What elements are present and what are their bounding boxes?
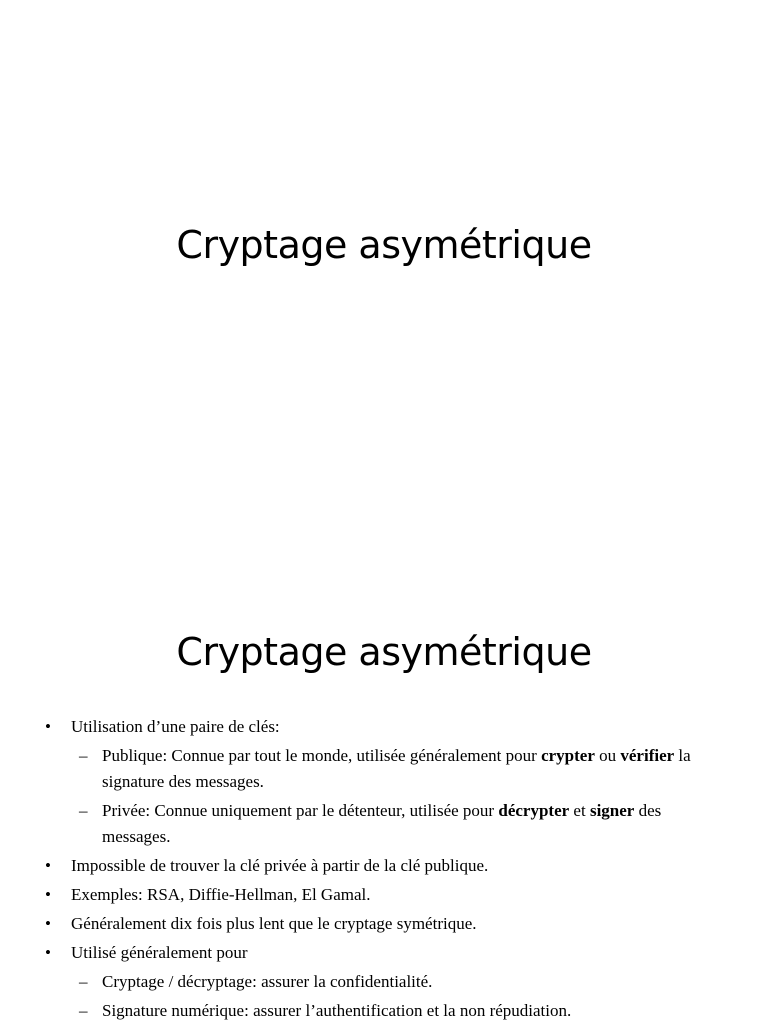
bullet-marker: • <box>45 914 51 933</box>
sub-bullet-item-confidentiality <box>0 969 768 995</box>
sub-bullet-item-signature <box>0 998 768 1024</box>
bullet-text: Utilisation d’une paire de clés: <box>71 717 280 736</box>
sub-bullet-text: Privée: Connue uniquement par le détenteur, utilisée pour décrypter et signer des messages. <box>102 801 662 846</box>
bullet-marker: • <box>45 856 51 875</box>
bullet-item-speed <box>0 911 768 937</box>
dash-marker: – <box>79 972 88 991</box>
bold-term-crypter: crypter <box>541 746 595 765</box>
bold-term-verifier: vérifier <box>620 746 675 765</box>
slide-1-title: Cryptage asymétrique <box>176 223 592 267</box>
bullet-item-key-pair <box>0 714 768 740</box>
bold-term-decrypter: décrypter <box>498 801 570 820</box>
sub-bullet-text: Publique: Connue par tout le monde, utilisée généralement pour crypter ou vérifier la signature des messages. <box>102 746 691 791</box>
dash-marker: – <box>79 746 88 765</box>
bullet-text: Utilisé généralement pour <box>71 943 248 962</box>
bullet-item-impossible <box>0 853 768 879</box>
dash-marker: – <box>79 801 88 820</box>
dash-marker: – <box>79 1001 88 1020</box>
bullet-list <box>0 714 768 1027</box>
bullet-item-usage <box>0 940 768 966</box>
bullet-marker: • <box>45 943 51 962</box>
sub-bullet-item-public-key <box>0 743 768 795</box>
slide-content-page <box>0 590 768 1024</box>
bullet-text: Impossible de trouver la clé privée à partir de la clé publique. <box>71 856 489 875</box>
bullet-text: Généralement dix fois plus lent que le cryptage symétrique. <box>71 914 477 933</box>
bold-term-signer: signer <box>589 801 635 820</box>
sub-bullet-text: Signature numérique: assurer l’authentification et la non répudiation. <box>102 1001 572 1020</box>
bullet-text: Exemples: RSA, Diffie-Hellman, El Gamal. <box>71 885 371 904</box>
sub-bullet-text: Cryptage / décryptage: assurer la confidentialité. <box>102 972 433 991</box>
bullet-marker: • <box>45 717 51 736</box>
slide-2-title: Cryptage asymétrique <box>176 630 592 674</box>
sub-bullet-item-private-key <box>0 798 768 850</box>
bullet-marker: • <box>45 885 51 904</box>
bullet-item-examples <box>0 882 768 908</box>
